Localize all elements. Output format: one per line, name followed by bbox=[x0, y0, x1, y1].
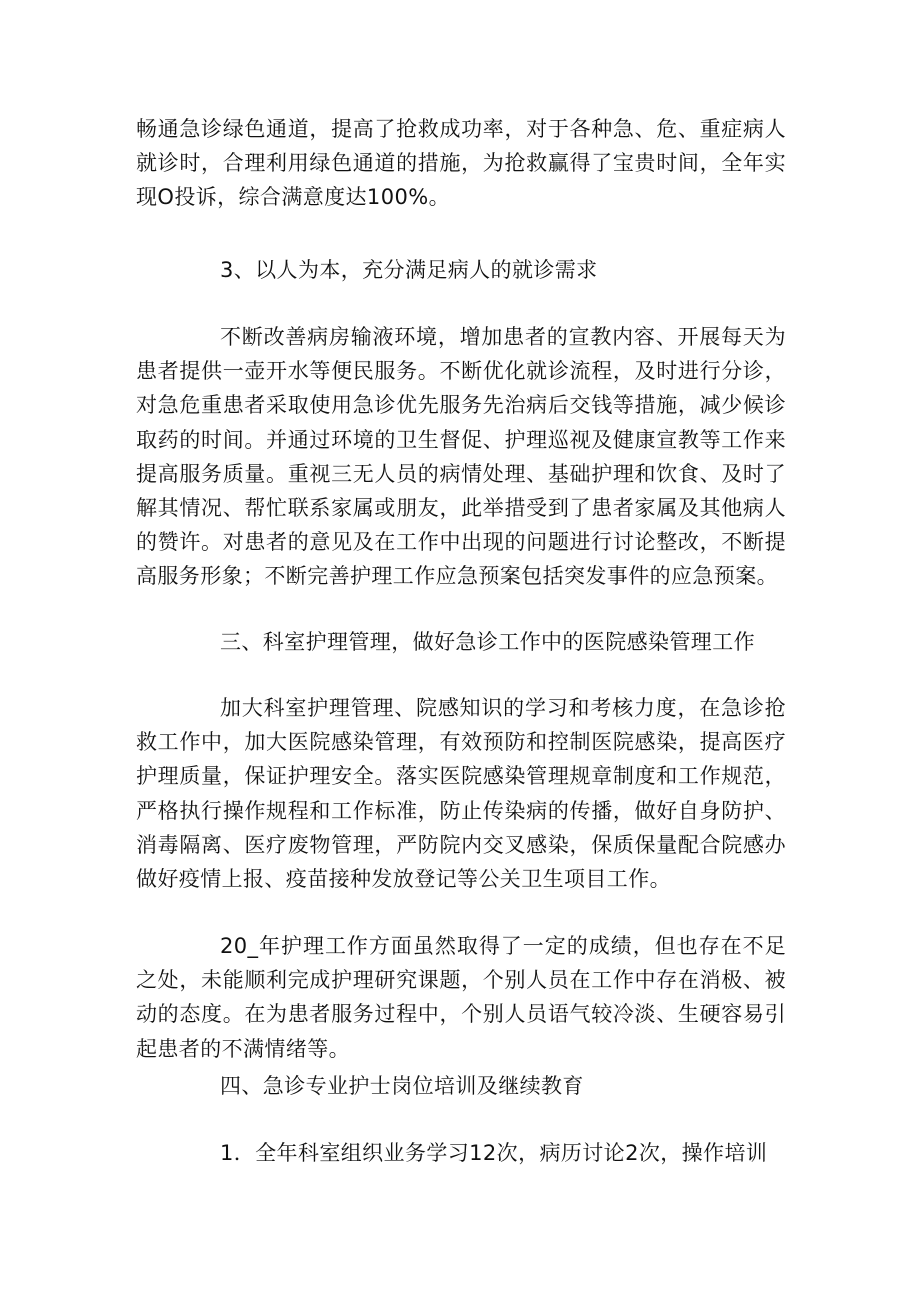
heading-infection-control: 三、科室护理管理，做好急诊工作中的医院感染管理工作 bbox=[220, 630, 755, 654]
heading-training: 四、急诊专业护士岗位培训及继续教育 bbox=[220, 1074, 584, 1098]
paragraph-shortcomings: 20_年护理工作方面虽然取得了一定的成绩，但也存在不足之处，未能顺利完成护理研究课题，个别人员在工作中存在消极、被动的态度。在为患者服务过程中，个别人员语气较冷淡、生硬容易引起患者的不满情绪等。 bbox=[136, 934, 786, 1061]
paragraph-environment: 不断改善病房输液环境，增加患者的宣教内容、开展每天为患者提供一壶开水等便民服务。不断优化就诊流程，及时进行分诊，对急危重患者采取使用急诊优先服务先治病后交钱等措施，减少候诊取药的时间。并通过环境的卫生督促、护理巡视及健康宣教等工作来提高服务质量。重视三无人员的病情处理、基础护理和饮食、及时了解其情况、帮忙联系家属或朋友，此举措受到了患者家属及其他病人的赞许。对患者的意见及在工作中出现的问题进行讨论整改，不断提高服务形象；不断完善护理工作应急预案包括突发事件的应急预案。 bbox=[136, 325, 786, 589]
list-item-training-1: 1．全年科室组织业务学习12次，病历讨论2次，操作培训 bbox=[220, 1141, 768, 1165]
paragraph-infection-control: 加大科室护理管理、院感知识的学习和考核力度，在急诊抢救工作中，加大医院感染管理，有效预防和控制医院感染，提高医疗护理质量，保证护理安全。落实医院感染管理规章制度和工作规范，严格执行操作规程和工作标准，防止传染病的传播，做好自身防护、消毒隔离、医疗废物管理，严防院内交叉感染，保质保量配合院感办做好疫情上报、疫苗接种发放登记等公关卫生项目工作。 bbox=[136, 696, 786, 892]
paragraph-green-channel: 畅通急诊绿色通道，提高了抢救成功率，对于各种急、危、重症病人就诊时，合理利用绿色通道的措施，为抢救赢得了宝贵时间，全年实现O投诉，综合满意度达100%。 bbox=[136, 117, 786, 210]
heading-people-oriented: 3、以人为本，充分满足病人的就诊需求 bbox=[220, 258, 598, 282]
